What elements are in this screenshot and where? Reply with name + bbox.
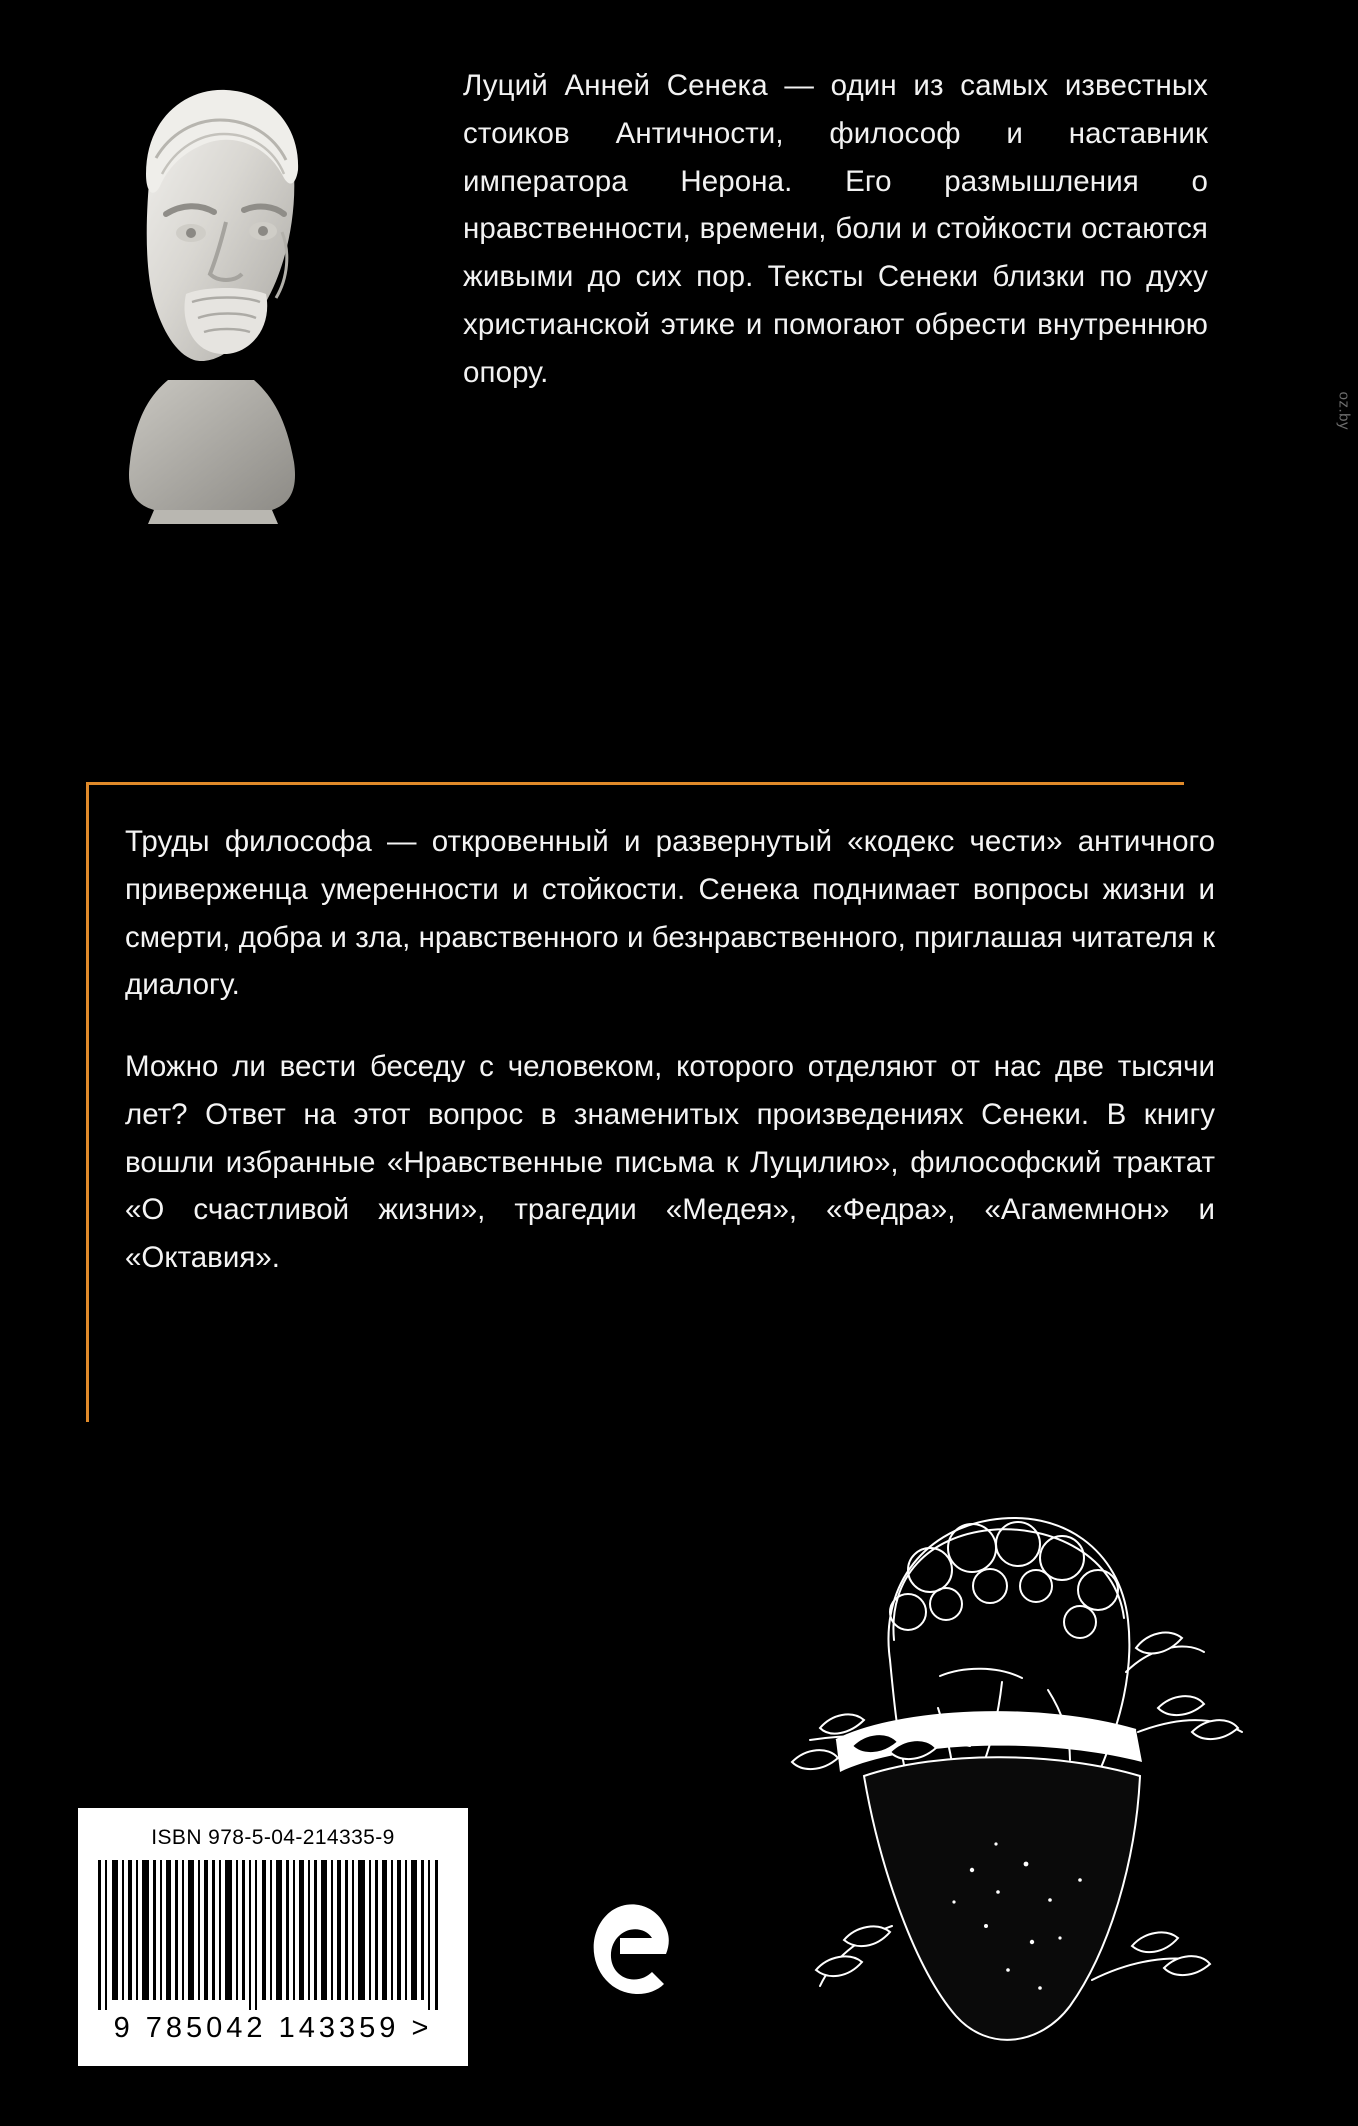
publisher-logo bbox=[568, 1880, 688, 2020]
barcode-block bbox=[78, 1808, 468, 2066]
isbn-label: ISBN 978-5-04-214335-9 bbox=[151, 1826, 395, 1849]
accent-rule-top bbox=[86, 782, 1184, 785]
barcode-bars bbox=[94, 1860, 452, 2010]
intro-paragraph-text: Луций Анней Сенека — один из самых известных стоиков Античности, философ и наставник императора Нерона. Его размышления о нравственности, времени, боли и стойкости остаются живыми до сих пор. Тексты Сенеки близки по духу христианской этике и помогают обрести внутреннюю опору. bbox=[463, 69, 1208, 389]
seneca-bust-image bbox=[58, 62, 358, 542]
accent-rule-left bbox=[86, 782, 89, 1422]
top-section bbox=[0, 0, 1358, 600]
barcode-digits: 9 785042 143359 > bbox=[113, 2012, 433, 2044]
body-paragraph-2: Можно ли вести беседу с человеком, которого отделяют от нас две тысячи лет? Ответ на этот вопрос в знаменитых произведениях Сенеки. В книгу вошли избранные «Нравственные письма к Луцилию», философский трактат «О счастливой жизни», трагедии «Медея», «Федра», «Агамемнон» и «Октавия». bbox=[125, 1050, 1215, 1275]
intro-paragraph bbox=[463, 62, 1208, 396]
body-copy bbox=[125, 818, 1215, 1282]
body-paragraph-1: Труды философа — откровенный и развернутый «кодекс чести» античного приверженца умеренности и стойкости. Сенека поднимает вопросы жизни и смерти, добра и зла, нравственного и безнравственного, приглашая читателя к диалогу. bbox=[125, 825, 1215, 1002]
site-watermark: oz.by bbox=[1335, 391, 1352, 430]
engraved-head-illustration bbox=[740, 1440, 1260, 2080]
